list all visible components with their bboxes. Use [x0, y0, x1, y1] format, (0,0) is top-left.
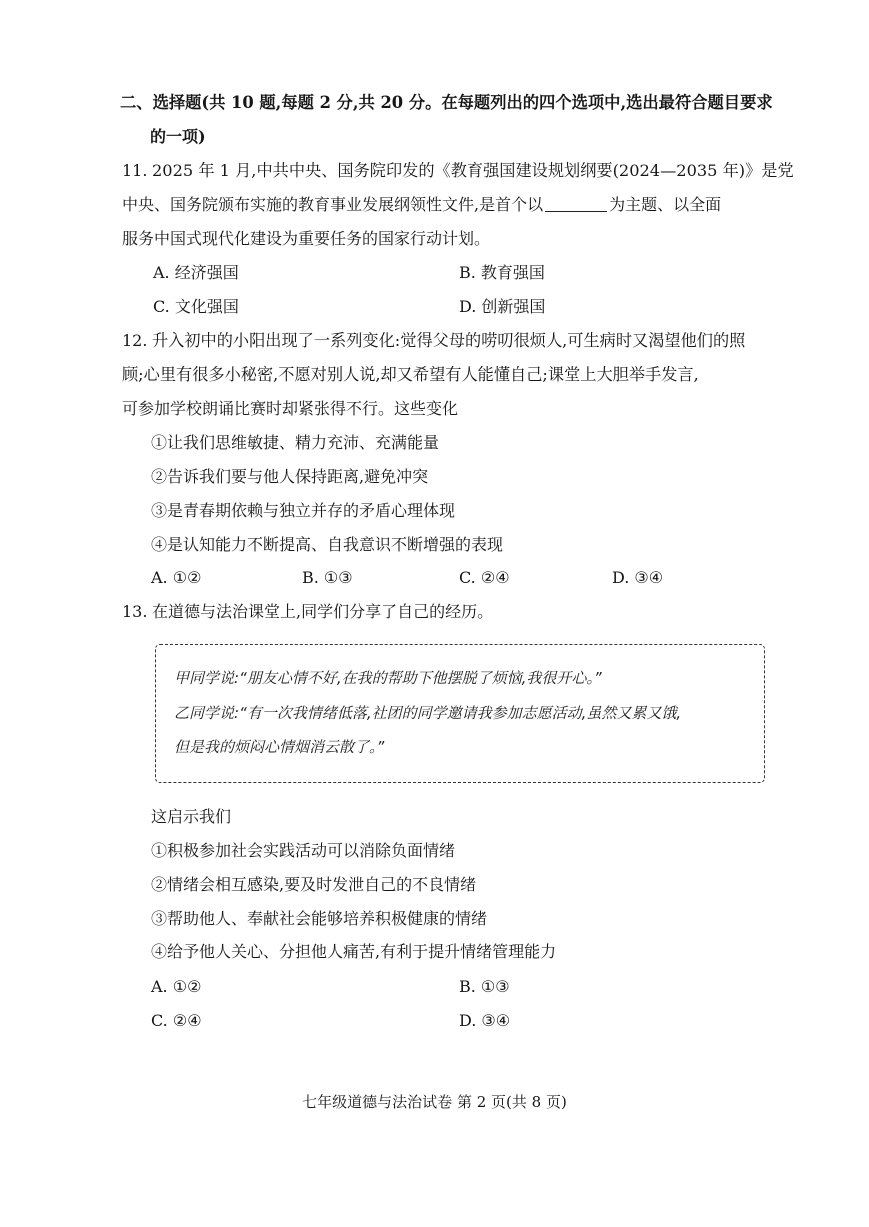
- question-12-stem-line1: 升入初中的小阳出现了一系列变化:觉得父母的唠叨很烦人,可生病时又渴望他们的照: [152, 331, 746, 350]
- question-11-stem-line3: 服务中国式现代化建设为重要任务的国家行动计划。: [122, 229, 491, 248]
- question-11-option-b: B. 教育强国: [459, 263, 545, 282]
- question-12-option-b: B. ①③: [302, 568, 353, 587]
- question-13-statement-4: ④给予他人关心、分担他人痛苦,有利于提升情绪管理能力: [151, 942, 557, 961]
- question-11-option-a: A. 经济强国: [153, 263, 239, 282]
- quote-line-1: 甲同学说:“朋友心情不好,在我的帮助下他摆脱了烦恼,我很开心。”: [174, 669, 602, 687]
- page-footer: 七年级道德与法治试卷 第 2 页(共 8 页): [302, 1093, 567, 1111]
- question-11-stem-after-blank: 为主题、以全面: [609, 195, 722, 214]
- question-13-option-a: A. ①②: [151, 977, 202, 996]
- question-12-option-d: D. ③④: [612, 568, 664, 587]
- question-11-option-d: D. 创新强国: [459, 297, 546, 316]
- quote-box: [155, 644, 765, 783]
- question-11-stem-line1: 2025 年 1 月,中共中央、国务院印发的《教育强国建设规划纲要(2024—2035 年)》是党: [152, 161, 794, 180]
- question-12-stem-line2: 顾;心里有很多小秘密,不愿对别人说,却又希望有人能懂自己;课堂上大胆举手发言,: [122, 365, 699, 384]
- answer-blank: [545, 195, 607, 212]
- question-11-option-c: C. 文化强国: [153, 297, 239, 316]
- question-11-stem-before-blank: 中央、国务院颁布实施的教育事业发展纲领性文件,是首个以: [122, 195, 544, 214]
- question-13-option-b: B. ①③: [459, 977, 510, 996]
- question-12-number: 12.: [122, 331, 148, 350]
- question-13-option-d: D. ③④: [459, 1011, 511, 1030]
- question-13-prompt: 这启示我们: [151, 807, 232, 826]
- question-12-option-c: C. ②④: [459, 568, 510, 587]
- question-12-statement-3: ③是青春期依赖与独立并存的矛盾心理体现: [151, 501, 456, 520]
- question-11-number: 11.: [122, 161, 148, 180]
- question-12-statement-1: ①让我们思维敏捷、精力充沛、充满能量: [151, 433, 440, 452]
- section-heading-line2: 的一项): [150, 127, 206, 146]
- question-12-stem-line3: 可参加学校朗诵比赛时却紧张得不行。这些变化: [122, 399, 459, 418]
- question-13-statement-3: ③帮助他人、奉献社会能够培养积极健康的情绪: [151, 909, 488, 928]
- question-12-option-a: A. ①②: [151, 568, 202, 587]
- quote-line-2: 乙同学说:“有一次我情绪低落,社团的同学邀请我参加志愿活动,虽然又累又饿,: [174, 704, 682, 722]
- question-13-statement-1: ①积极参加社会实践活动可以消除负面情绪: [151, 841, 456, 860]
- section-heading-line1: 二、选择题(共 10 题,每题 2 分,共 20 分。在每题列出的四个选项中,选出最符合题目要求: [120, 93, 773, 112]
- question-12-statement-4: ④是认知能力不断提高、自我意识不断增强的表现: [151, 535, 504, 554]
- quote-line-3: 但是我的烦闷心情烟消云散了。”: [174, 738, 385, 756]
- question-13-stem-line1: 在道德与法治课堂上,同学们分享了自己的经历。: [152, 602, 494, 621]
- question-12-statement-2: ②告诉我们要与他人保持距离,避免冲突: [151, 467, 429, 486]
- question-13-number: 13.: [122, 602, 148, 621]
- question-13-option-c: C. ②④: [151, 1011, 202, 1030]
- question-13-statement-2: ②情绪会相互感染,要及时发泄自己的不良情绪: [151, 875, 477, 894]
- question-11-stem-line2: [122, 194, 721, 216]
